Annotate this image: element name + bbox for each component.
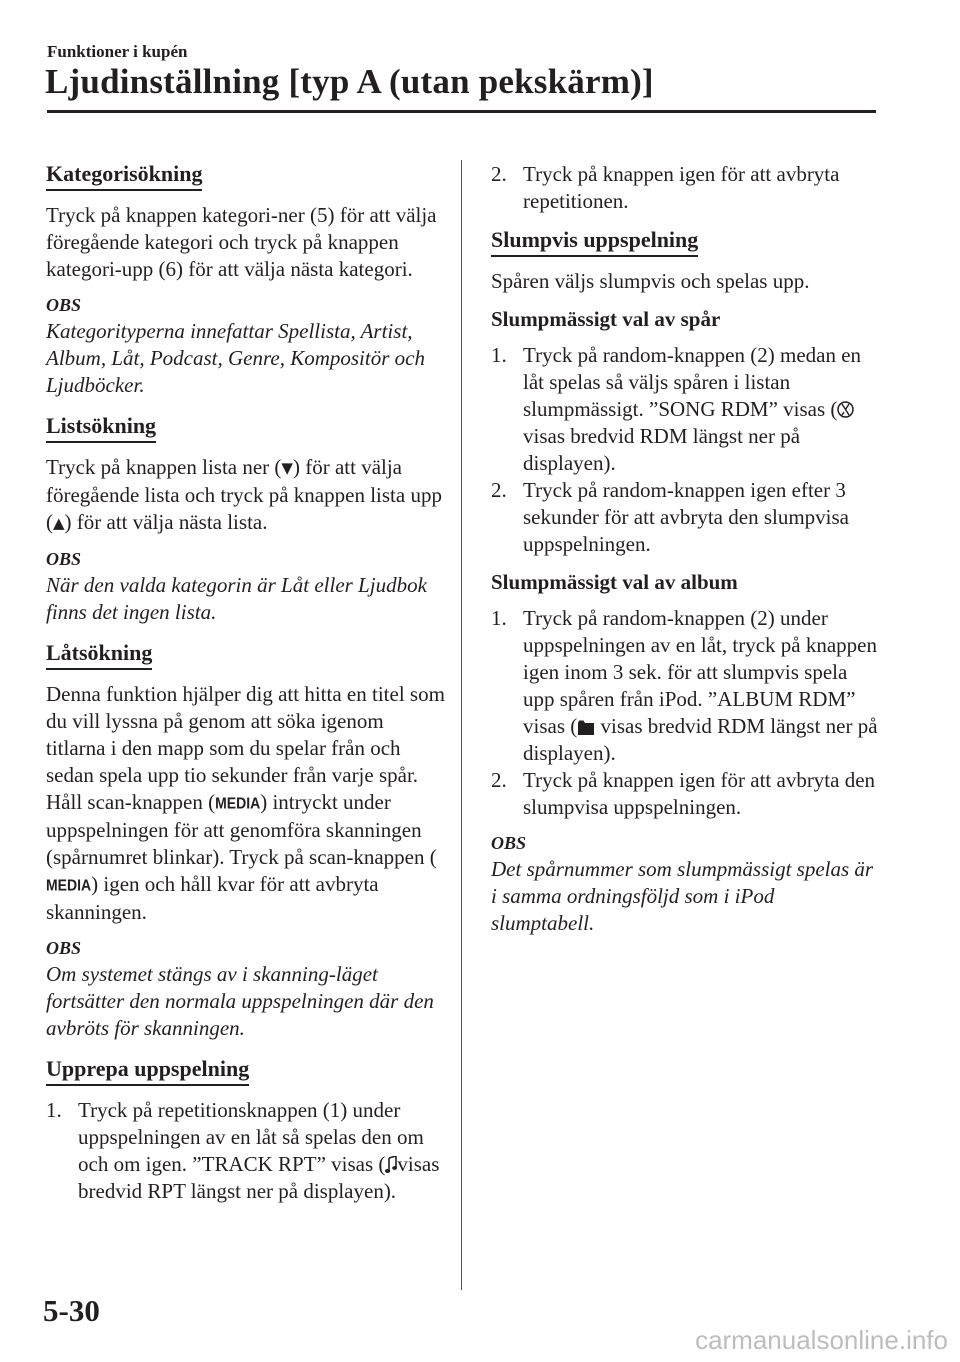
page-title: Ljudinställning [typ A (utan pekskärm)] <box>45 62 654 101</box>
folder-icon <box>577 719 595 736</box>
step-number: 2. <box>491 768 507 792</box>
track-steps <box>491 342 881 558</box>
kategori-body: Tryck på knappen kategori-ner (5) för att välja föregående kategori och tryck på knappen kategori-upp (6) för att välja nästa kategori. <box>46 203 437 281</box>
obs-label: OBS <box>46 938 82 958</box>
obs-text: Det spårnummer som slumpmässigt spelas är i samma ordningsföljd som i iPod slumptabell. <box>491 857 874 935</box>
lat-body-part: Håll scan-knappen ( <box>46 790 216 814</box>
step-number: 1. <box>491 606 507 630</box>
lista-body-part: Tryck på knappen lista ner ( <box>46 455 282 479</box>
left-column <box>46 161 446 1217</box>
step-text: visas bredvid RPT längst ner på displayen). <box>78 1152 440 1203</box>
step-text: Tryck på random-knappen (2) medan en låt spelas så väljs spåren i listan slumpmässigt. ”SONG RDM” visas ( <box>523 343 862 421</box>
list-item <box>491 767 881 821</box>
step-text: Tryck på random-knappen (2) under uppspelningen av en låt, tryck på knappen igen inom 3 sek. för att slumpvis spela upp spåren från iPod. ”ALBUM RDM” visas ( <box>523 606 877 738</box>
heading-upprepa: Upprepa uppspelning <box>46 1056 249 1086</box>
right-column <box>491 161 881 951</box>
heading-kategorisokning: Kategorisökning <box>46 161 202 191</box>
lat-body-scan <box>46 789 446 926</box>
lat-body-part: ) intryckt under uppspelningen för att genomföra skanningen (spårnumret blinkar). Tryck på scan-knappen ( <box>46 790 437 869</box>
step-number: 2. <box>491 478 507 502</box>
heading-slumpvis: Slumpvis uppspelning <box>491 227 698 257</box>
step-number: 1. <box>46 1098 62 1122</box>
down-triangle-icon: ▼ <box>281 459 293 477</box>
shuffle-disc-icon <box>837 400 854 419</box>
obs-text: När den valda kategorin är Låt eller Ljudbok finns det ingen lista. <box>46 573 427 624</box>
heading-latsokning: Låtsökning <box>46 640 152 670</box>
up-triangle-icon: ▲ <box>53 514 65 532</box>
column-divider <box>461 160 462 1290</box>
heading-listsokning: Listsökning <box>46 413 156 443</box>
title-rule <box>47 110 876 113</box>
list-item <box>491 605 881 767</box>
media-button-icon: MEDIA <box>215 794 261 812</box>
subheading-album: Slumpmässigt val av album <box>491 570 738 594</box>
obs-text: Kategorityperna innefattar Spellista, Artist, Album, Låt, Podcast, Genre, Kompositör och Ljudböcker. <box>46 319 425 397</box>
obs-label: OBS <box>46 295 82 315</box>
slump-body: Spåren väljs slumpvis och spelas upp. <box>491 269 810 293</box>
lista-body <box>46 454 446 537</box>
subheading-spar: Slumpmässigt val av spår <box>491 307 721 331</box>
music-note-icon <box>385 1156 397 1174</box>
list-item <box>491 161 881 215</box>
lat-body-part: ) igen och håll kvar för att avbryta skanningen. <box>46 872 379 924</box>
section-label: Funktioner i kupén <box>47 42 188 61</box>
list-item <box>46 1097 446 1205</box>
list-item <box>491 342 881 477</box>
page-number: 5-30 <box>43 1293 100 1328</box>
upprepa-steps <box>46 1097 446 1205</box>
lista-body-part: ) för att välja nästa lista. <box>64 510 268 534</box>
upprepa-steps-continued <box>491 161 881 215</box>
step-text: Tryck på random-knappen igen efter 3 sekunder för att avbryta den slumpvisa uppspelningen. <box>523 478 849 556</box>
obs-label: OBS <box>491 833 527 853</box>
lista-body-part: ) för att välja föregående lista och tryck på knappen lista upp ( <box>46 455 442 534</box>
step-text: Tryck på knappen igen för att avbryta den slumpvisa uppspelningen. <box>523 768 876 819</box>
obs-text: Om systemet stängs av i skanning-läget fortsätter den normala uppspelningen där den avbröts för skanningen. <box>46 962 434 1040</box>
list-item <box>491 477 881 558</box>
step-number: 2. <box>491 162 507 186</box>
album-steps <box>491 605 881 821</box>
step-number: 1. <box>491 343 507 367</box>
watermark: carmanualsonline.info <box>695 1325 948 1355</box>
step-text: visas bredvid RDM längst ner på displayen). <box>523 714 878 765</box>
step-text: visas bredvid RDM längst ner på displayen). <box>523 424 801 475</box>
step-text: Tryck på knappen igen för att avbryta repetitionen. <box>523 162 840 213</box>
media-button-icon: MEDIA <box>46 876 92 894</box>
obs-label: OBS <box>46 549 82 569</box>
lat-body: Denna funktion hjälper dig att hitta en titel som du vill lyssna på genom att söka igenom titlarna i den mapp som du spelar från och sedan spela upp tio sekunder från varje spår. <box>46 682 445 787</box>
step-text: Tryck på repetitionsknappen (1) under uppspelningen av en låt så spelas den om och om igen. ”TRACK RPT” visas ( <box>78 1098 424 1176</box>
